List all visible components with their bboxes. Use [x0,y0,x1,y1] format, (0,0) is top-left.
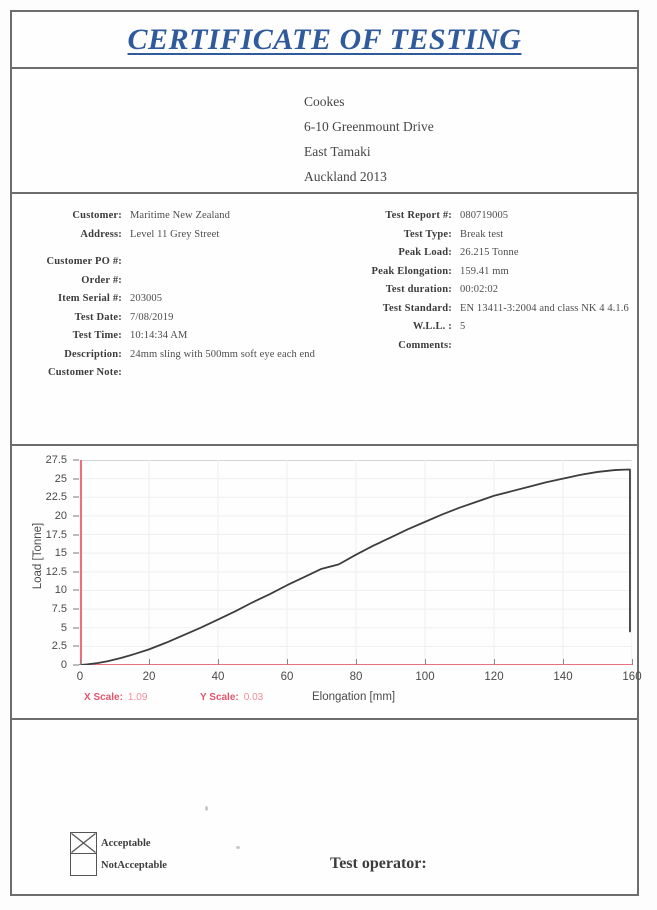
field-test-date [12,312,342,323]
field-test-time [12,330,342,341]
chart-y-tick-mark [73,609,79,610]
chart-x-tick-label: 140 [553,671,573,683]
chart-y-tick-label: 5 [60,621,67,634]
footer-band [12,720,637,894]
field-peak-elongation [342,266,637,277]
field-label: Test Report #: [385,210,452,221]
chart-x-tick-mark [425,659,426,665]
field-label: Test Type: [403,228,452,240]
field-label: Item Serial #: [57,293,122,304]
scan-speck [236,846,240,849]
not-acceptable-row [70,854,167,876]
chart-x-axis-label: Elongation [mm] [312,691,396,703]
chart-y-axis-label: Load [Tonne] [32,522,44,590]
chart-x-tick-mark [149,659,150,665]
chart-x-tick-label: 80 [349,671,363,683]
chart-y-tick-label: 7.5 [51,603,67,616]
chart-data-curve [70,460,632,665]
field-label: Test Date: [74,311,122,323]
field-label: Test duration: [385,284,452,295]
y-scale-label: Y Scale: [200,692,239,703]
chart-x-tick-mark [563,659,564,665]
field-value: 00:02:02 [460,284,499,295]
not-acceptable-label: NotAcceptable [101,859,167,871]
field-label: Peak Load: [398,247,452,258]
field-wll [342,321,637,332]
chart-x-tick-mark [80,659,81,665]
chart-y-tick-mark [73,497,79,498]
field-value: 24mm sling with 500mm soft eye each end [130,348,315,360]
chart-y-tick-mark [73,665,79,666]
chart-y-tick-label: 10 [54,584,67,597]
field-description [12,349,342,360]
company-street: 6-10 Greenmount Drive [304,119,434,134]
chart-x-tick-mark [632,659,633,665]
chart-y-tick-mark [73,460,79,461]
field-label: Customer PO #: [46,256,122,267]
chart-y-tick-label: 15 [54,547,67,560]
chart-y-tick-mark [73,515,79,516]
chart-y-tick-mark [73,478,79,479]
spacer [12,247,342,256]
x-scale-value: 1.09 [127,692,148,703]
company-address-band [12,69,637,194]
field-value: Maritime New Zealand [130,210,230,221]
field-customer-note [12,367,342,378]
chart-y-tick-label: 27.5 [45,454,67,466]
chart-x-tick-label: 20 [142,671,156,683]
chart-x-tick-mark [494,659,495,665]
field-value: 203005 [130,293,163,304]
company-address-block [304,89,434,189]
chart-x-tick-mark [287,659,288,665]
field-label: Address: [80,228,122,240]
load-elongation-chart-band [12,446,642,720]
chart [12,446,642,718]
field-customer [12,210,342,221]
details-right-column [342,210,637,358]
field-comments [342,340,637,351]
field-value: 7/08/2019 [130,311,174,323]
field-label: Test Standard: [382,302,452,314]
field-peak-load [342,247,637,258]
chart-y-tick-label: 12.5 [45,565,67,578]
y-scale-value: 0.03 [243,692,264,703]
acceptable-checkbox[interactable] [70,832,97,854]
field-label: Order #: [81,274,122,286]
field-value: 159.41 mm [460,265,509,277]
field-label: Description: [64,348,122,360]
chart-y-tick-label: 20 [54,509,67,522]
title-band [12,12,637,69]
acceptable-row [70,832,167,854]
chart-y-tick-label: 22.5 [45,491,67,504]
chart-y-tick-mark [73,534,79,535]
acceptable-label: Acceptable [101,837,151,849]
field-value: Break test [460,228,504,240]
field-order-number [12,275,342,286]
field-label: Peak Elongation: [371,265,452,277]
field-customer-po [12,256,342,267]
field-test-standard [342,303,637,314]
chart-y-tick-label: 25 [54,472,67,485]
field-value: 10:14:34 AM [130,330,188,341]
field-label: Test Time: [72,330,122,341]
field-test-duration [342,284,637,295]
chart-y-tick-mark [73,553,79,554]
field-value: Level 11 Grey Street [130,228,220,240]
chart-x-tick-mark [356,659,357,665]
acceptance-checkbox-group [70,832,167,876]
test-operator-label: Test operator: [330,855,427,872]
chart-y-tick-mark [73,590,79,591]
field-test-type [342,229,637,240]
x-scale-label: X Scale: [84,692,123,703]
chart-x-tick-label: 120 [484,671,504,683]
test-details-band [12,194,637,446]
field-value: 080719005 [460,210,509,221]
chart-y-tick-mark [73,646,79,647]
field-item-serial [12,293,342,304]
not-acceptable-checkbox[interactable] [70,854,97,876]
field-address [12,229,342,240]
page-title: CERTIFICATE OF TESTING [127,22,522,56]
details-left-column [12,210,342,386]
field-label: W.L.L. : [412,321,452,332]
chart-x-tick-label: 160 [622,671,642,683]
chart-y-tick-label: 2.5 [51,640,67,653]
company-suburb: East Tamaki [304,144,371,159]
field-value: EN 13411-3:2004 and class NK 4 4.1.6 [460,302,629,314]
chart-x-tick-label: 0 [76,671,84,683]
y-scale-annotation [200,692,263,703]
chart-x-tick-mark [218,659,219,665]
field-value: 5 [460,321,466,332]
chart-x-tick-label: 60 [280,671,294,683]
field-test-report-number [342,210,637,221]
scan-speck [205,806,208,811]
field-label: Comments: [398,339,452,351]
company-city: Auckland 2013 [304,169,387,184]
company-name: Cookes [304,94,345,109]
field-label: Customer Note: [47,367,122,378]
field-label: Customer: [72,210,122,221]
chart-y-tick-mark [73,627,79,628]
chart-plot-area [45,454,642,683]
chart-x-tick-label: 100 [415,671,435,683]
field-value: 26.215 Tonne [460,247,519,258]
x-scale-annotation [84,692,147,703]
chart-y-tick-label: 17.5 [45,528,67,541]
document-frame [10,10,642,896]
chart-y-tick-mark [73,571,79,572]
chart-x-tick-label: 40 [211,671,225,683]
chart-y-tick-label: 0 [60,659,67,671]
check-x-icon [70,832,97,854]
